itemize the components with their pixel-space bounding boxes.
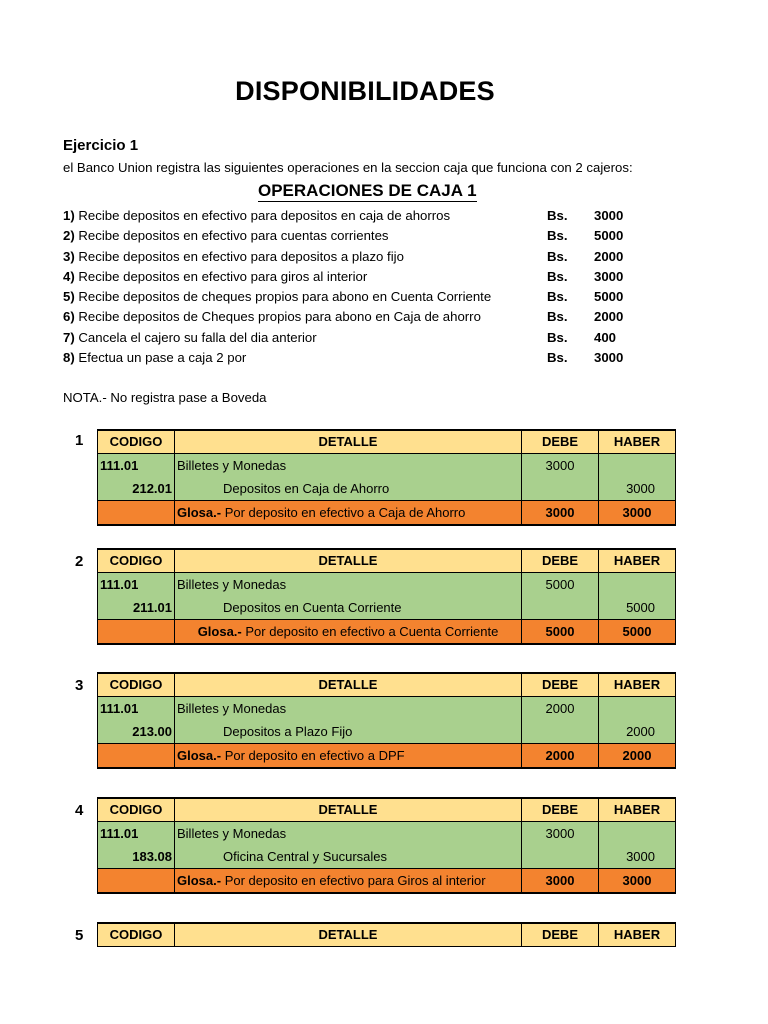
header-detail: DETALLE xyxy=(175,673,522,697)
exercise-title: Ejercicio 1 xyxy=(63,137,139,154)
entry-number: 1 xyxy=(75,432,84,449)
operation-item: 1) Recibe depositos en efectivo para depositos en caja de ahorros Bs. 3000 xyxy=(63,208,624,223)
operation-item: 5) Recibe depositos de cheques propios para abono en Cuenta Corriente Bs. 5000 xyxy=(63,289,624,305)
credit-amount: 5000 xyxy=(599,596,676,620)
credit-code: 211.01 xyxy=(98,596,175,620)
debit-code: 111.01 xyxy=(98,573,175,597)
empty-cell xyxy=(98,744,175,769)
header-credit: HABER xyxy=(599,430,676,454)
total-credit: 5000 xyxy=(599,620,676,645)
total-credit: 3000 xyxy=(599,869,676,894)
total-credit: 3000 xyxy=(599,501,676,526)
header-debit: DEBE xyxy=(522,798,599,822)
credit-account: Depositos en Cuenta Corriente xyxy=(175,596,522,620)
glosa: Glosa.- Por deposito en efectivo a Caja de Ahorro xyxy=(175,501,522,526)
glosa: Glosa.- Por deposito en efectivo a DPF xyxy=(175,744,522,769)
debit-amount: 5000 xyxy=(522,573,599,597)
credit-code: 212.01 xyxy=(98,477,175,501)
operation-item: 2) Recibe depositos en efectivo para cuentas corrientes Bs. 5000 xyxy=(63,228,624,244)
glosa: Glosa.- Por deposito en efectivo a Cuenta Corriente xyxy=(175,620,522,645)
header-code: CODIGO xyxy=(98,430,175,454)
credit-account: Depositos a Plazo Fijo xyxy=(175,720,522,744)
journal-entry-3 xyxy=(97,672,676,769)
journal-entry-4 xyxy=(97,797,676,894)
debit-amount: 2000 xyxy=(522,697,599,721)
header-code: CODIGO xyxy=(98,798,175,822)
header-credit: HABER xyxy=(599,798,676,822)
journal-entry-1 xyxy=(97,429,676,526)
header-code: CODIGO xyxy=(98,549,175,573)
header-credit: HABER xyxy=(599,673,676,697)
exercise-intro: el Banco Union registra las siguientes operaciones en la seccion caja que funciona con 2 cajeros: xyxy=(63,160,633,175)
debit-code: 111.01 xyxy=(98,697,175,721)
operation-item: 8) Efectua un pase a caja 2 por Bs. 3000 xyxy=(63,350,624,366)
credit-account: Depositos en Caja de Ahorro xyxy=(175,477,522,501)
total-debit: 5000 xyxy=(522,620,599,645)
credit-amount: 3000 xyxy=(599,845,676,869)
empty-cell xyxy=(599,822,676,846)
entry-number: 4 xyxy=(75,802,84,819)
journal-entry-2 xyxy=(97,548,676,645)
header-debit: DEBE xyxy=(522,549,599,573)
operation-item: 6) Recibe depositos de Cheques propios para abono en Caja de ahorro Bs. 2000 xyxy=(63,309,624,325)
debit-amount: 3000 xyxy=(522,822,599,846)
header-detail: DETALLE xyxy=(175,430,522,454)
header-debit: DEBE xyxy=(522,673,599,697)
header-code: CODIGO xyxy=(98,673,175,697)
credit-code: 183.08 xyxy=(98,845,175,869)
credit-code: 213.00 xyxy=(98,720,175,744)
empty-cell xyxy=(98,620,175,645)
empty-cell xyxy=(599,573,676,597)
empty-cell xyxy=(98,869,175,894)
debit-account: Billetes y Monedas xyxy=(175,454,522,478)
header-detail: DETALLE xyxy=(175,549,522,573)
glosa: Glosa.- Por deposito en efectivo para Giros al interior xyxy=(175,869,522,894)
debit-code: 111.01 xyxy=(98,822,175,846)
operations-subtitle: OPERACIONES DE CAJA 1 xyxy=(258,181,477,200)
empty-cell xyxy=(599,697,676,721)
note: NOTA.- No registra pase a Boveda xyxy=(63,390,267,405)
empty-cell xyxy=(522,720,599,744)
debit-account: Billetes y Monedas xyxy=(175,573,522,597)
credit-amount: 3000 xyxy=(599,477,676,501)
empty-cell xyxy=(522,596,599,620)
entry-number: 3 xyxy=(75,677,84,694)
total-debit: 3000 xyxy=(522,501,599,526)
empty-cell xyxy=(522,477,599,501)
header-credit: HABER xyxy=(599,549,676,573)
header-debit: DEBE xyxy=(522,430,599,454)
operation-item: 3) Recibe depositos en efectivo para depositos a plazo fijo Bs. 2000 xyxy=(63,248,624,264)
debit-account: Billetes y Monedas xyxy=(175,697,522,721)
header-code: CODIGO xyxy=(98,923,175,947)
credit-account: Oficina Central y Sucursales xyxy=(175,845,522,869)
header-debit: DEBE xyxy=(522,923,599,947)
total-credit: 2000 xyxy=(599,744,676,769)
debit-account: Billetes y Monedas xyxy=(175,822,522,846)
header-credit: HABER xyxy=(599,923,676,947)
journal-entry-5 xyxy=(97,922,676,947)
header-detail: DETALLE xyxy=(175,923,522,947)
entry-number: 2 xyxy=(75,553,84,570)
empty-cell xyxy=(522,845,599,869)
credit-amount: 2000 xyxy=(599,720,676,744)
debit-code: 111.01 xyxy=(98,454,175,478)
operation-item: 7) Cancela el cajero su falla del dia anterior Bs. 400 xyxy=(63,329,617,345)
empty-cell xyxy=(599,454,676,478)
page-title: DISPONIBILIDADES xyxy=(235,76,495,106)
operations-list xyxy=(63,206,663,368)
debit-amount: 3000 xyxy=(522,454,599,478)
entry-number: 5 xyxy=(75,927,84,944)
total-debit: 2000 xyxy=(522,744,599,769)
header-detail: DETALLE xyxy=(175,798,522,822)
total-debit: 3000 xyxy=(522,869,599,894)
empty-cell xyxy=(98,501,175,526)
operation-item: 4) Recibe depositos en efectivo para giros al interior Bs. 3000 xyxy=(63,268,624,284)
